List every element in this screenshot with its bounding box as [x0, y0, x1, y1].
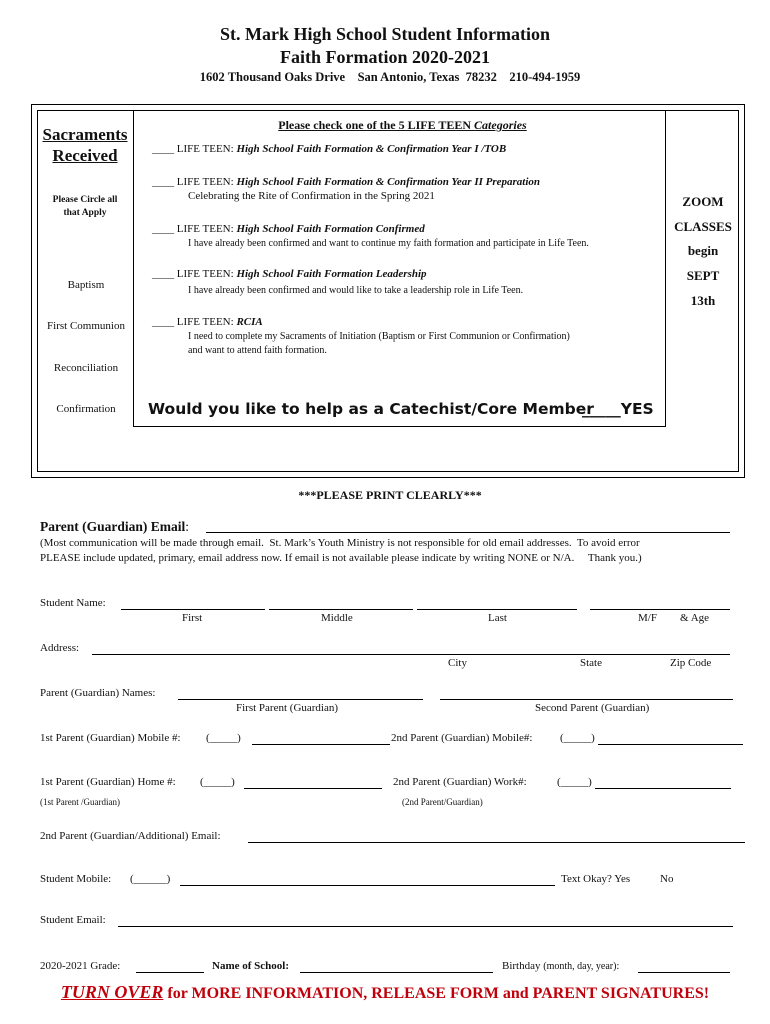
middle-name-caption: Middle	[321, 612, 353, 624]
zoom-label: ZOOM	[682, 194, 724, 209]
first-name-caption: First	[182, 612, 203, 624]
student-email-field[interactable]	[118, 925, 733, 927]
first-mobile-label: 1st Parent (Guardian) Mobile #:	[40, 732, 181, 744]
birthday-label	[502, 960, 619, 972]
student-email-label: Student Email:	[40, 914, 106, 926]
sacrament-confirmation[interactable]: Confirmation	[56, 403, 116, 415]
school-label: Name of School:	[212, 960, 289, 972]
circle-instruction	[40, 194, 130, 220]
second-work-label: 2nd Parent (Guardian) Work#:	[393, 776, 527, 788]
student-mobile-field[interactable]	[180, 884, 555, 886]
option-prefix: LIFE TEEN:	[176, 223, 237, 235]
last-name-caption: Last	[488, 612, 507, 624]
option-2-description: Celebrating the Rite of Confirmation in the Spring 2021	[188, 190, 435, 202]
life-teen-option-2[interactable]	[152, 176, 540, 188]
life-teen-option-1[interactable]	[152, 143, 506, 155]
second-parent-name-field[interactable]	[440, 698, 733, 700]
sex-caption: M/F	[638, 612, 657, 624]
text-okay-yes[interactable]: Text Okay? Yes	[561, 873, 631, 885]
age-caption: & Age	[680, 612, 710, 624]
life-teen-heading-text: Please check one of the 5 LIFE TEEN	[278, 118, 475, 132]
state-caption: State	[580, 657, 602, 669]
email-note-line2: PLEASE include updated, primary, email address now. If email is not available please indicate by writing NONE or N/A. Thank you.)	[40, 552, 642, 564]
text-okay-no[interactable]: No	[660, 873, 674, 885]
zoom-begin: begin	[687, 243, 719, 258]
option-category: High School Faith Formation Confirmed	[236, 223, 425, 235]
parent-names-label: Parent (Guardian) Names:	[40, 687, 156, 699]
turn-over-notice	[0, 982, 770, 1003]
option-blank[interactable]: ____	[152, 316, 174, 328]
print-clearly-notice: ***PLEASE PRINT CLEARLY***	[298, 488, 482, 502]
life-teen-heading-italic: Categories	[474, 118, 527, 132]
turn-over-rest: for MORE INFORMATION, RELEASE FORM and PARENT SIGNATURES!	[163, 985, 710, 1002]
second-parent-caption: Second Parent (Guardian)	[535, 702, 650, 714]
option-4-description: I have already been confirmed and would like to take a leadership role in Life Teen.	[188, 285, 524, 296]
first-parent-name-field[interactable]	[178, 698, 423, 700]
parent-email-label	[40, 519, 189, 535]
option-blank[interactable]: ____	[152, 268, 174, 280]
first-parent-caption: First Parent (Guardian)	[236, 702, 339, 714]
grade-label: 2020-2021 Grade:	[40, 960, 121, 972]
grade-field[interactable]	[136, 971, 204, 973]
life-teen-option-4[interactable]	[152, 268, 427, 280]
zoom-date: 13th	[690, 293, 716, 308]
sex-age-field[interactable]	[590, 608, 730, 610]
second-mobile-area[interactable]: (_____)	[560, 732, 595, 744]
address-label: Address:	[40, 642, 80, 654]
catechist-question: Would you like to help as a Catechist/Core Member	[148, 400, 594, 418]
sacraments-heading-line1: Sacraments	[42, 125, 128, 144]
first-mobile-area[interactable]: (_____)	[206, 732, 241, 744]
parent-email-label-text: Parent (Guardian) Email	[40, 519, 186, 534]
zoom-column-divider	[665, 110, 666, 426]
circle-instruction-line1: Please Circle all	[52, 195, 118, 205]
city-caption: City	[448, 657, 467, 669]
student-mobile-label: Student Mobile:	[40, 873, 112, 885]
catechist-yes[interactable]: _____YES	[582, 400, 654, 418]
address-field[interactable]	[92, 653, 730, 655]
sacrament-reconciliation[interactable]: Reconciliation	[53, 362, 119, 374]
option-blank[interactable]: ____	[152, 223, 174, 235]
option-5-description-line1: I need to complete my Sacraments of Initiation (Baptism or First Communion or Confirmation)	[188, 331, 570, 342]
first-home-caption: (1st Parent /Guardian)	[40, 797, 120, 807]
option-prefix: LIFE TEEN:	[176, 268, 237, 280]
second-email-field[interactable]	[248, 841, 745, 843]
option-prefix: LIFE TEEN:	[176, 143, 237, 155]
email-note-line1: (Most communication will be made through email. St. Mark’s Youth Ministry is not responsible for old email addresses. To avoid error	[40, 537, 640, 549]
zoom-sept: SEPT	[686, 268, 720, 283]
second-mobile-label: 2nd Parent (Guardian) Mobile#:	[391, 732, 533, 744]
student-name-label: Student Name:	[40, 597, 106, 609]
last-name-field[interactable]	[417, 608, 577, 610]
circle-instruction-line2: that Apply	[63, 208, 107, 218]
form-title-line1: St. Mark High School Student Information	[219, 24, 551, 44]
first-name-field[interactable]	[121, 608, 265, 610]
turn-over-emphasis: TURN OVER	[60, 982, 164, 1002]
second-mobile-field[interactable]	[598, 743, 743, 745]
second-work-caption: (2nd Parent/Guardian)	[402, 797, 483, 807]
sacrament-first-communion[interactable]: First Communion	[47, 320, 125, 332]
first-home-label: 1st Parent (Guardian) Home #:	[40, 776, 176, 788]
first-home-area[interactable]: (_____)	[200, 776, 235, 788]
option-category: High School Faith Formation Leadership	[236, 268, 427, 280]
birthday-hint: (month, day, year):	[543, 961, 620, 972]
church-address: 1602 Thousand Oaks Drive San Antonio, Texas 78232 210-494-1959	[199, 70, 581, 84]
first-mobile-field[interactable]	[252, 743, 390, 745]
catechist-divider	[133, 426, 666, 427]
second-work-area[interactable]: (_____)	[557, 776, 592, 788]
option-category: High School Faith Formation & Confirmation Year II Preparation	[236, 176, 541, 188]
zip-caption: Zip Code	[670, 657, 712, 669]
second-work-field[interactable]	[595, 787, 731, 789]
life-teen-option-5[interactable]	[152, 316, 263, 328]
life-teen-option-3[interactable]	[152, 223, 425, 235]
parent-email-colon: :	[185, 519, 190, 534]
first-home-field[interactable]	[244, 787, 382, 789]
form-title-line2: Faith Formation 2020-2021	[280, 47, 490, 67]
birthday-field[interactable]	[638, 971, 730, 973]
option-3-description: I have already been confirmed and want to continue my faith formation and participate in Life Teen.	[188, 238, 589, 249]
middle-name-field[interactable]	[269, 608, 413, 610]
school-field[interactable]	[300, 971, 493, 973]
option-prefix: LIFE TEEN:	[176, 176, 237, 188]
second-email-label: 2nd Parent (Guardian/Additional) Email:	[40, 830, 221, 842]
option-blank[interactable]: ____	[152, 143, 174, 155]
parent-email-field[interactable]	[206, 531, 730, 533]
sacraments-heading-line2: Received	[52, 146, 118, 165]
option-category: High School Faith Formation & Confirmation Year I /TOB	[236, 143, 507, 155]
zoom-classes: CLASSES	[674, 219, 732, 234]
option-blank[interactable]: ____	[152, 176, 174, 188]
birthday-label-text: Birthday	[502, 960, 541, 972]
student-mobile-area[interactable]: (______)	[130, 873, 171, 885]
sacraments-heading	[40, 124, 130, 166]
option-category: RCIA	[236, 316, 263, 328]
option-5-description-line2: and want to attend faith formation.	[188, 345, 327, 356]
life-teen-heading	[140, 118, 665, 133]
option-prefix: LIFE TEEN:	[176, 316, 237, 328]
sacrament-baptism[interactable]: Baptism	[67, 279, 105, 291]
